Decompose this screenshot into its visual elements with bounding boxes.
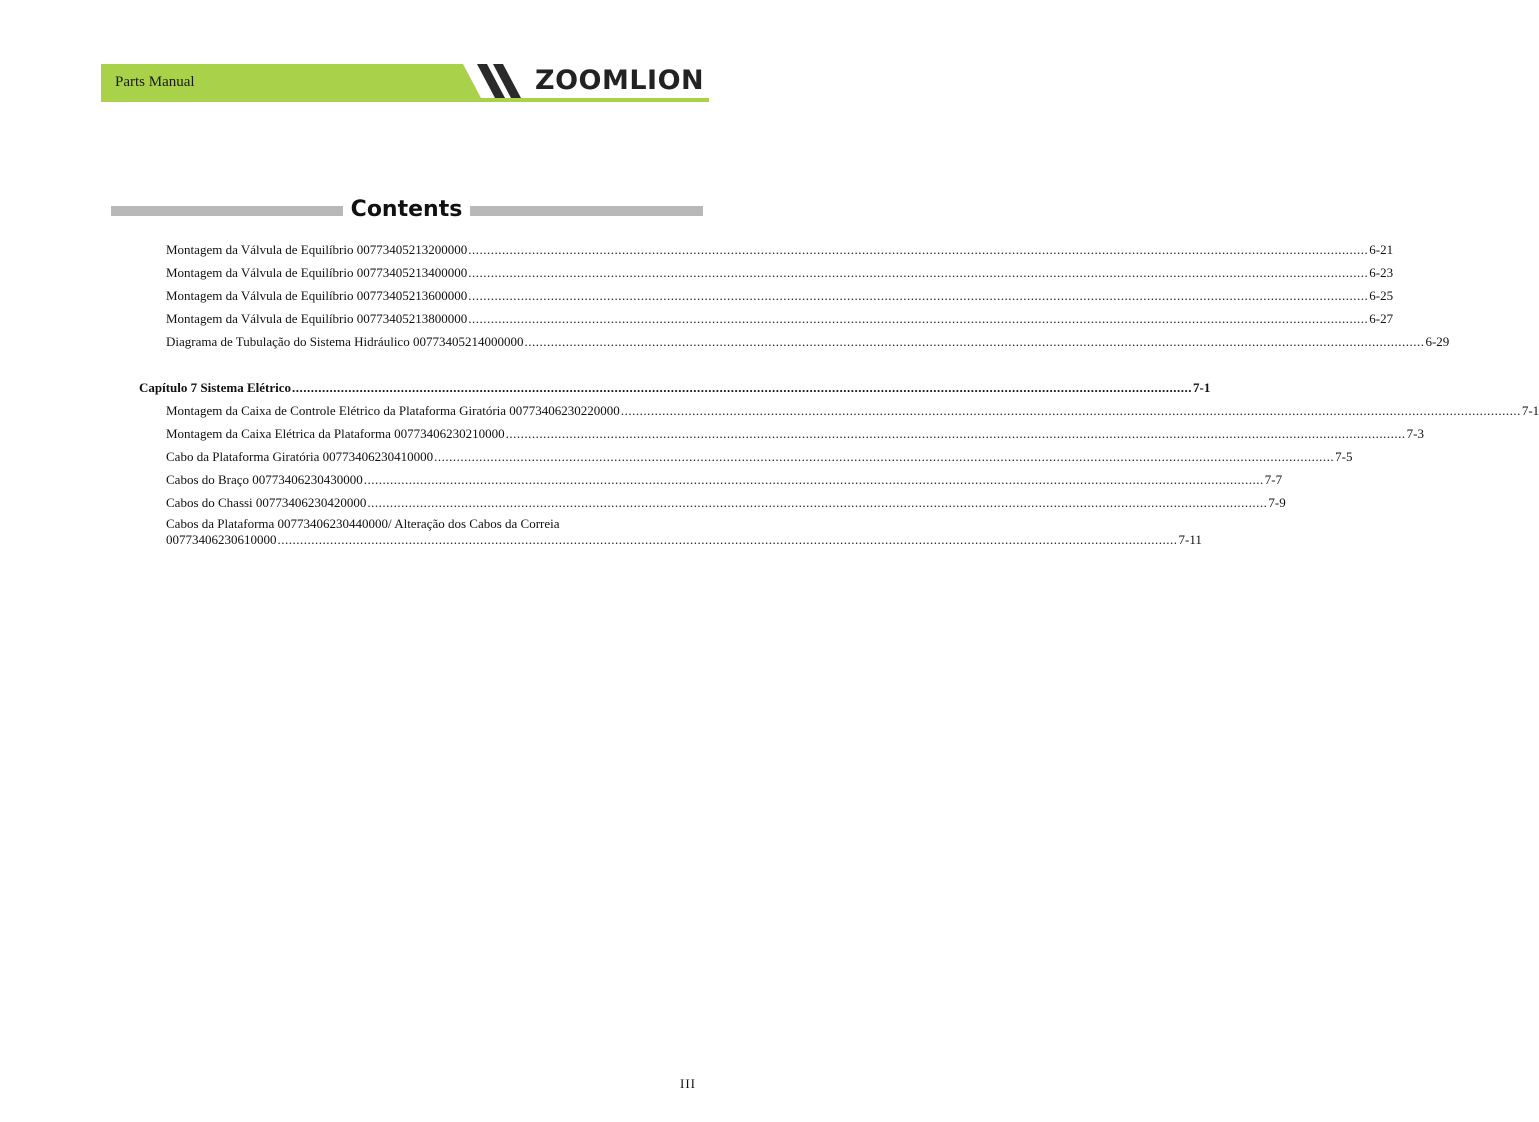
toc-leader: ................................................................................................................................................................................................................................................	[620, 403, 1521, 418]
toc-entry[interactable]	[166, 403, 1539, 419]
toc-entry[interactable]	[166, 472, 1283, 488]
toc-entry[interactable]	[166, 449, 1353, 465]
toc-leader: ................................................................................................................................................................................................................................................	[367, 495, 1268, 510]
divider-left	[111, 206, 343, 216]
toc-entry-page: 7-11	[1178, 532, 1202, 547]
contents-heading-row	[111, 197, 703, 222]
toc-entry-text: Montagem da Válvula de Equilíbrio 00773405213400000	[166, 265, 468, 280]
toc-entry[interactable]	[166, 532, 1202, 548]
toc-entry[interactable]	[166, 311, 1394, 327]
toc-entry-text-line2: 00773406230610000	[166, 532, 277, 547]
toc-entry-page: 6-27	[1369, 311, 1394, 326]
toc-leader: ................................................................................................................................................................................................................................................	[468, 265, 1369, 280]
logo-stripes-icon	[463, 64, 533, 102]
toc-entry-page: 6-21	[1369, 242, 1394, 257]
toc-leader: ................................................................................................................................................................................................................................................	[505, 426, 1406, 441]
toc-entry-text: Montagem da Válvula de Equilíbrio 00773405213200000	[166, 242, 468, 257]
header-title: Parts Manual	[115, 74, 195, 90]
toc-entry-page: 7-1	[1521, 403, 1539, 418]
brand-logo: ZOOMLION	[535, 65, 705, 96]
header-bar	[101, 64, 709, 102]
toc-entry-page: 6-23	[1369, 265, 1394, 280]
header-underline	[101, 98, 709, 102]
toc-chapter-page: 7-1	[1193, 380, 1211, 395]
toc-leader: ................................................................................................................................................................................................................................................	[292, 380, 1193, 395]
toc-entry-page: 7-3	[1406, 426, 1424, 441]
toc-entry-text-line1[interactable]: Cabos da Plataforma 00773406230440000/ Alteração dos Cabos da Correia	[166, 516, 560, 531]
toc-entry-page: 7-5	[1335, 449, 1353, 464]
toc-entry-page: 7-7	[1264, 472, 1283, 487]
toc-leader: ................................................................................................................................................................................................................................................	[468, 242, 1369, 257]
toc-entry-page: 6-25	[1369, 288, 1394, 303]
toc-entry-text: Diagrama de Tubulação do Sistema Hidráulico 00773405214000000	[166, 334, 524, 349]
toc-entry[interactable]	[166, 288, 1394, 304]
toc-entry-text: Montagem da Caixa de Controle Elétrico da Plataforma Giratória 00773406230220000	[166, 403, 620, 418]
toc-entry-text: Cabo da Plataforma Giratória 00773406230410000	[166, 449, 434, 464]
toc-entry-text: Cabos do Braço 00773406230430000	[166, 472, 363, 487]
toc-leader: ................................................................................................................................................................................................................................................	[468, 288, 1369, 303]
toc-entry-text: Cabos do Chassi 00773406230420000	[166, 495, 367, 510]
toc-entry[interactable]	[166, 426, 1424, 442]
divider-right	[470, 206, 703, 216]
toc-entry-text: Montagem da Caixa Elétrica da Plataforma 00773406230210000	[166, 426, 505, 441]
toc-entry-text: Montagem da Válvula de Equilíbrio 00773405213800000	[166, 311, 468, 326]
toc-entry[interactable]	[166, 495, 1286, 511]
toc-entry-text: Montagem da Válvula de Equilíbrio 00773405213600000	[166, 288, 468, 303]
toc-entry-page: 6-29	[1425, 334, 1450, 349]
toc-chapter-text: Capítulo 7 Sistema Elétrico	[139, 380, 292, 395]
toc-entry[interactable]	[166, 242, 1394, 258]
page-number: III	[680, 1076, 696, 1091]
contents-title: Contents	[350, 197, 463, 222]
toc-leader: ................................................................................................................................................................................................................................................	[468, 311, 1369, 326]
toc-chapter-entry[interactable]	[139, 380, 1211, 396]
toc-leader: ................................................................................................................................................................................................................................................	[434, 449, 1335, 464]
toc-leader: ................................................................................................................................................................................................................................................	[277, 532, 1178, 547]
toc-entry-page: 7-9	[1268, 495, 1286, 510]
toc-entry[interactable]	[166, 265, 1394, 281]
toc-leader: ................................................................................................................................................................................................................................................	[524, 334, 1425, 349]
toc-entry[interactable]	[166, 334, 1450, 350]
toc-leader: ................................................................................................................................................................................................................................................	[363, 472, 1264, 487]
